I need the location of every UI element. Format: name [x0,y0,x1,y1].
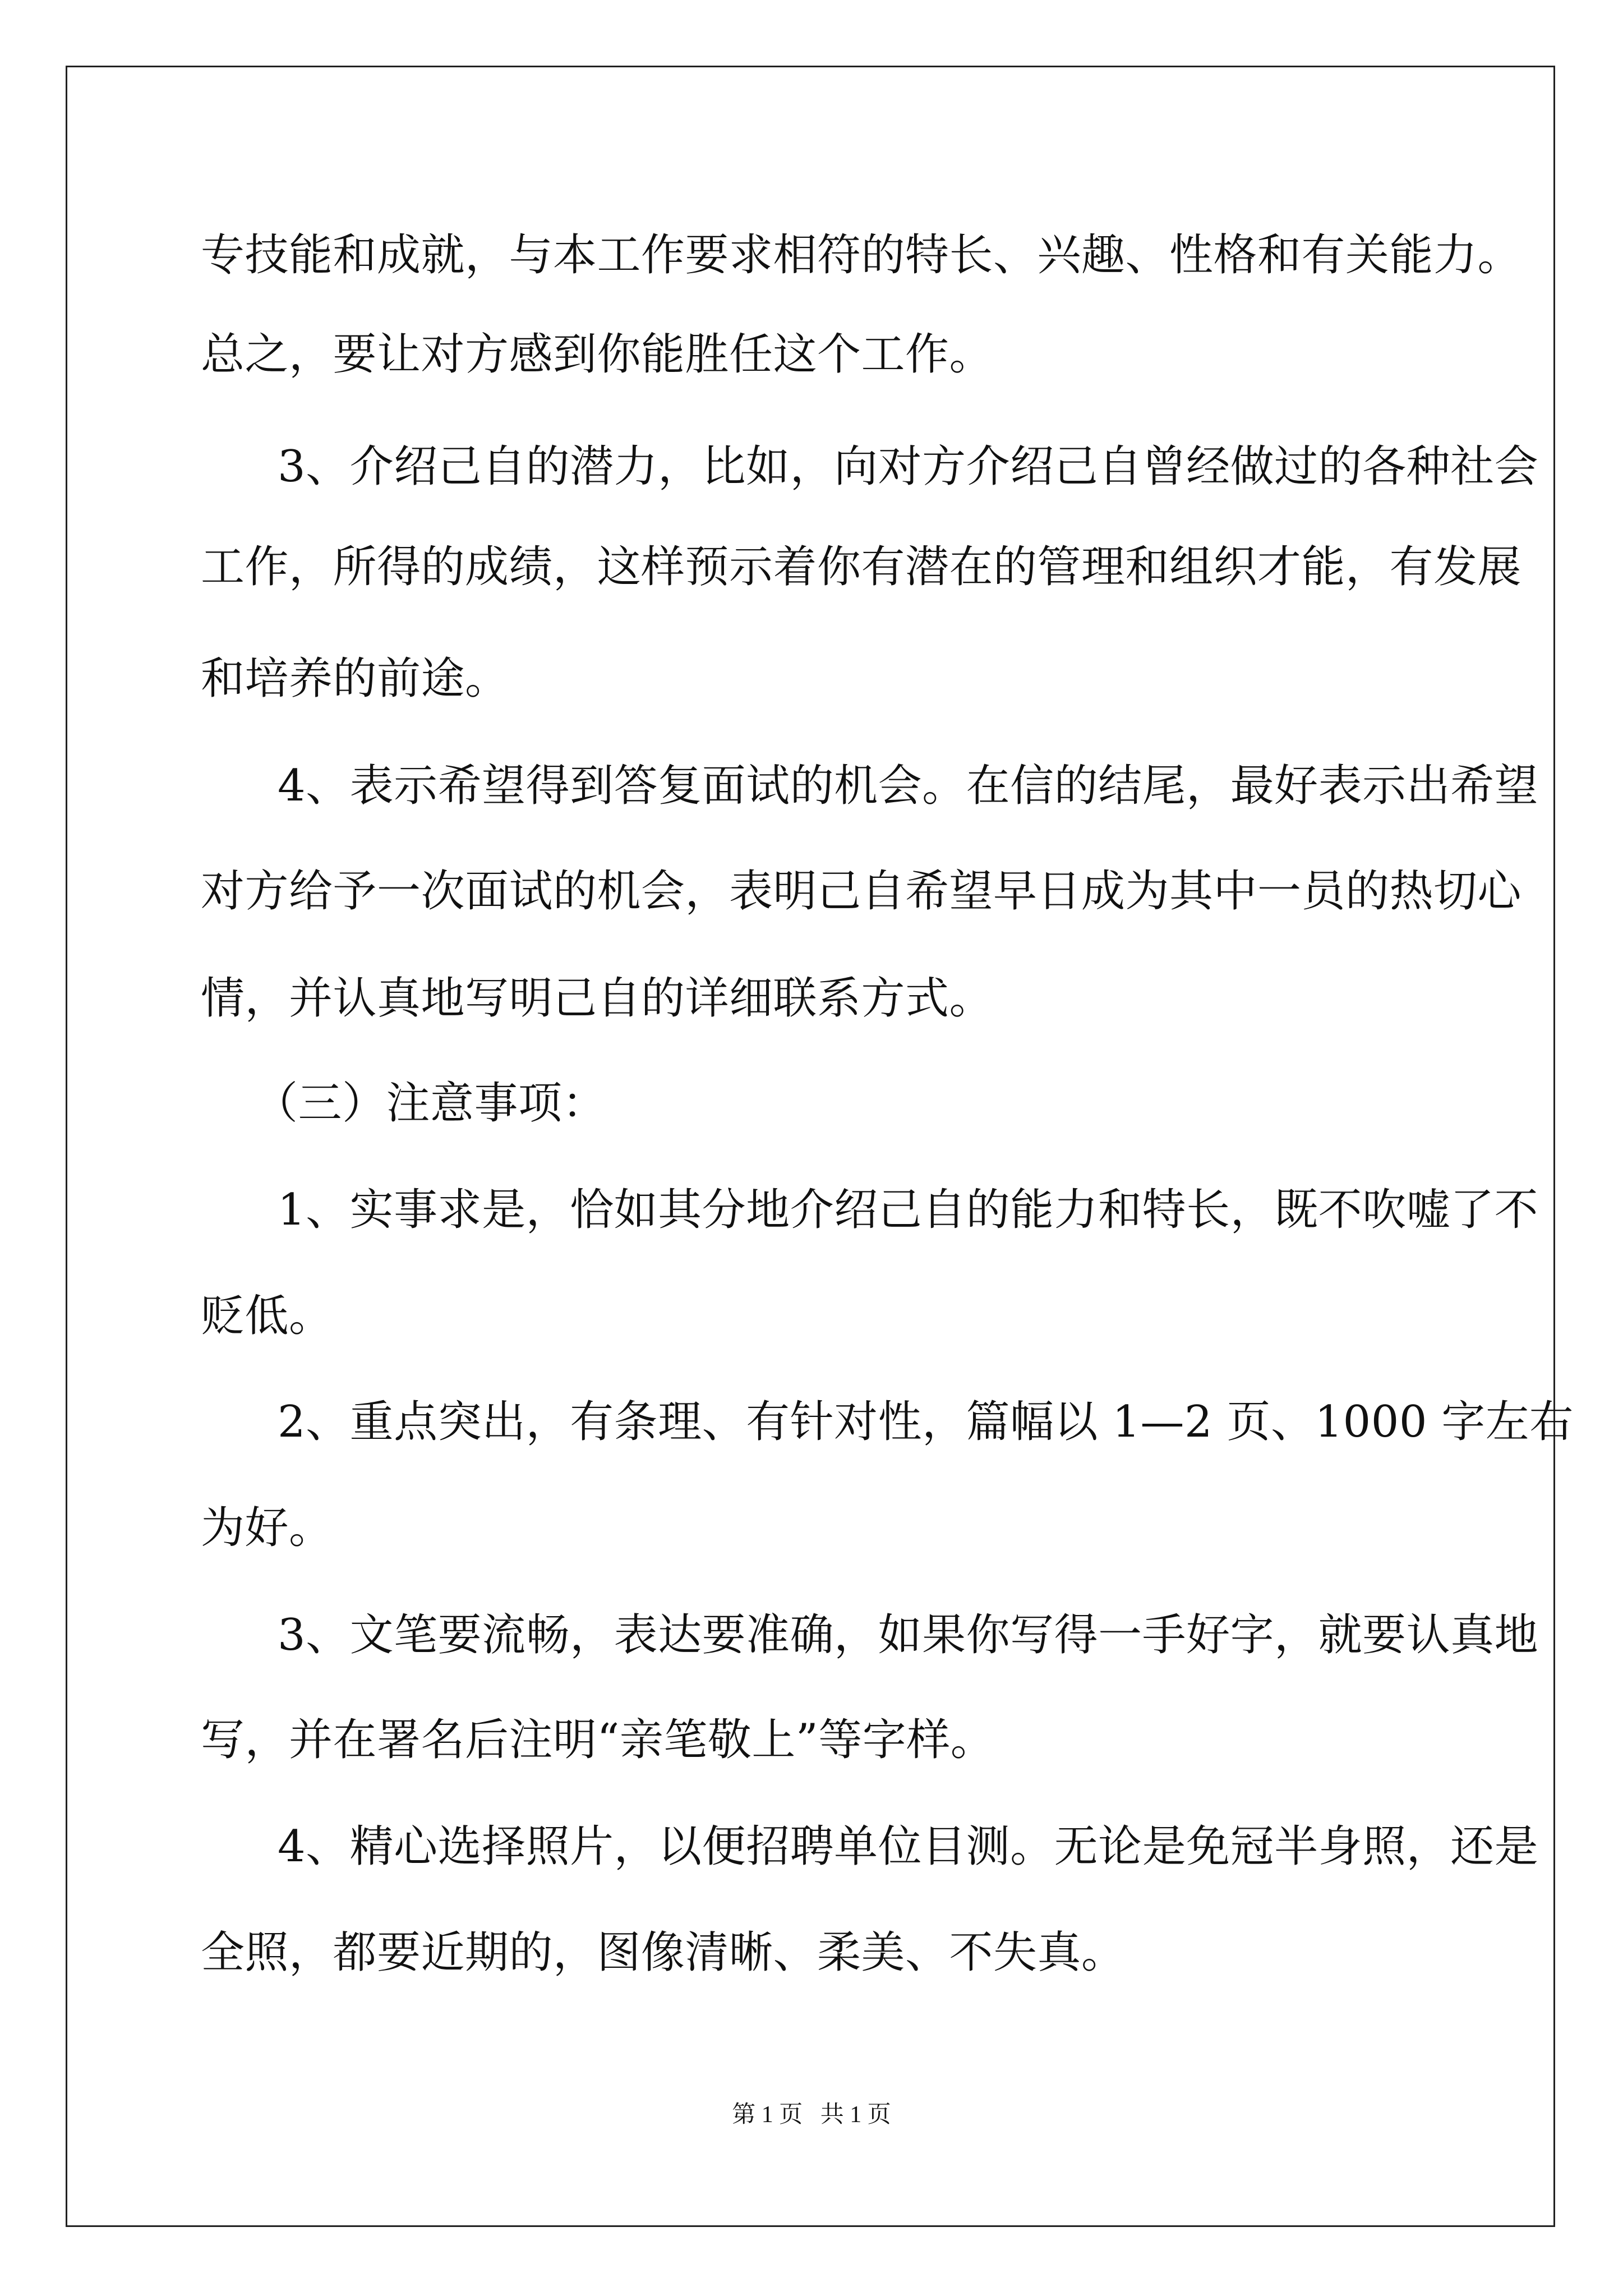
body-line: 4、精心选择照片，以便招聘单位目测。无论是免冠半身照，还是 [278,1821,1539,1872]
body-line: 为好。 [201,1503,333,1553]
body-line: 工作，所得的成绩，这样预示着你有潜在的管理和组织才能，有发展 [201,542,1522,592]
body-line: 专技能和成就，与本工作要求相符的特长、兴趣、性格和有关能力。 [201,230,1522,280]
body-line: 情，并认真地写明己自的详细联系方式。 [201,973,994,1024]
body-line: 总之，要让对方感到你能胜任这个工作。 [201,329,994,380]
body-line: 1、实事求是，恰如其分地介绍己自的能力和特长，既不吹嘘了不 [278,1185,1539,1235]
body-line: 4、表示希望得到答复面试的机会。在信的结尾，最好表示出希望 [278,761,1539,811]
body-line: 3、介绍己自的潜力，比如，向对方介绍己自曾经做过的各种社会 [278,441,1539,492]
body-line: 3、文笔要流畅，表达要准确，如果你写得一手好字，就要认真地 [278,1610,1539,1660]
body-line: 2、重点突出，有条理、有针对性，篇幅以 1—2 页、1000 字左右 [278,1397,1574,1447]
page-number-footer: 第 1 页 共 1 页 [732,2102,891,2128]
section-heading: （三）注意事项： [254,1078,607,1129]
body-line: 和培养的前途。 [201,654,509,704]
body-line: 全照，都要近期的，图像清晰、柔美、不失真。 [201,1927,1126,1978]
body-line: 贬低。 [201,1291,333,1341]
page-border [66,66,1574,2227]
body-line: 写，并在署名后注明“亲笔敬上”等字样。 [201,1715,995,1765]
body-line: 对方给予一次面试的机会，表明己自希望早日成为其中一员的热切心 [201,866,1522,917]
